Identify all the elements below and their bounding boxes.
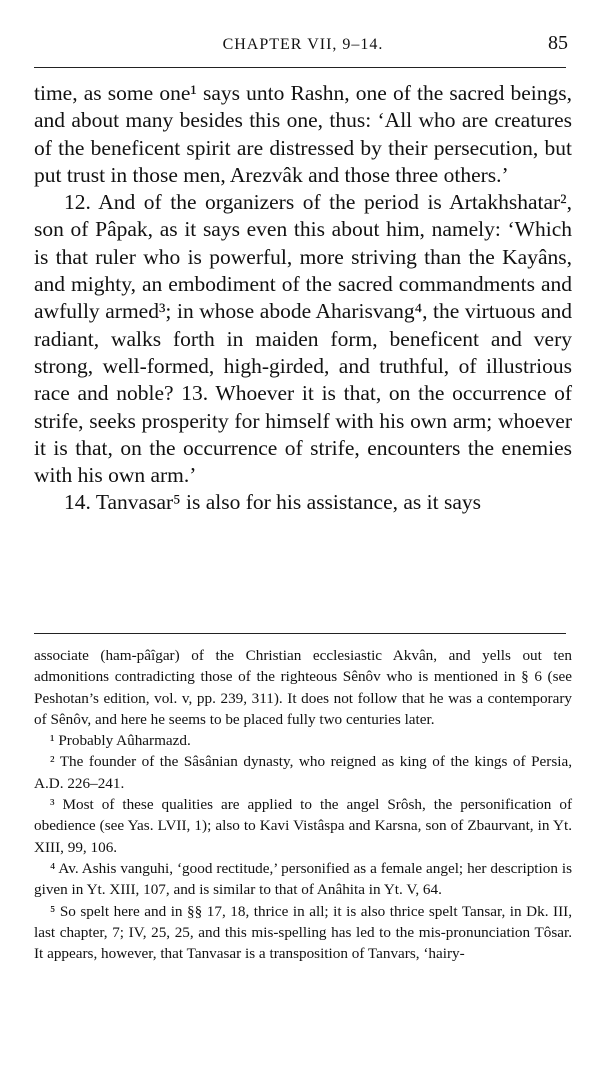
footnote-continuation: associate (ham-pâîgar) of the Christian ecclesiastic Akvân, and yells out ten admonitions contradicting those of the righteous Sênôv who is mentioned in § 6 (see Peshotan’s edition, vol. v, pp. 239, 311). It does not follow that he was a contemporary of Sênôv, and here he seems to be placed fully two centuries later. [34,647,572,728]
paragraph: 12. And of the organizers of the period is Artakhshatar², son of Pâpak, as it says even this about him, namely: ‘Which is that ruler who is powerful, more striving than the Kayâns, and mighty, an embodiment of the sacred commandments and awfully armed³; in whose abode Aharisvang⁴, the virtuous and radiant, walks forth in maiden form, beneficent and very strong, well-formed, high-girded, and truthful, of illustrious race and noble? 13. Whoever it is that, on the occurrence of strife, seeks prosperity for himself with his own arm; whoever it is that, on the occurrence of strife, encounters the enemies with his own arm.’ [34,190,572,488]
paragraph: time, as some one¹ says unto Rashn, one of the sacred beings, and about many besides this one, thus: ‘All who are creatures of the beneficent spirit are distressed by their persecution, but put trust in those men, Arezvâk and those three others.’ [34,81,572,187]
main-text [34,80,572,517]
footnote: ⁵ So spelt here and in §§ 17, 18, thrice in all; it is also thrice spelt Tansar, in Dk. III, last chapter, 7; IV, 25, 25, and this mis-spelling has led to the mis-pronunciation Tôsar. It appears, however, that Tanvasar is a transposition of Tanvars, ‘hairy- [34,902,572,963]
paragraph: 14. Tanvasar⁵ is also for his assistance, as it says [64,490,482,515]
footnote: ¹ Probably Aûharmazd. [50,732,191,750]
header-rule [34,67,566,68]
footnotes [34,645,572,964]
page-number: 85 [548,32,568,54]
running-head: CHAPTER VII, 9–14. [222,36,384,53]
footnote: ² The founder of the Sâsânian dynasty, who reigned as king of the kings of Persia, A.D. 226–241. [34,753,572,792]
page-header [34,32,572,60]
footnote-rule [34,633,566,634]
footnote: ³ Most of these qualities are applied to the angel Srôsh, the personification of obedience (see Yas. LVII, 1); also to Kavi Vistâspa and Karsna, son of Zbaurvant, in Yt. XIII, 99, 106. [34,796,572,856]
footnote: ⁴ Av. Ashis vanguhi, ‘good rectitude,’ personified as a female angel; her description is given in Yt. XIII, 107, and is similar to that of Anâhita in Yt. V, 64. [34,859,572,899]
